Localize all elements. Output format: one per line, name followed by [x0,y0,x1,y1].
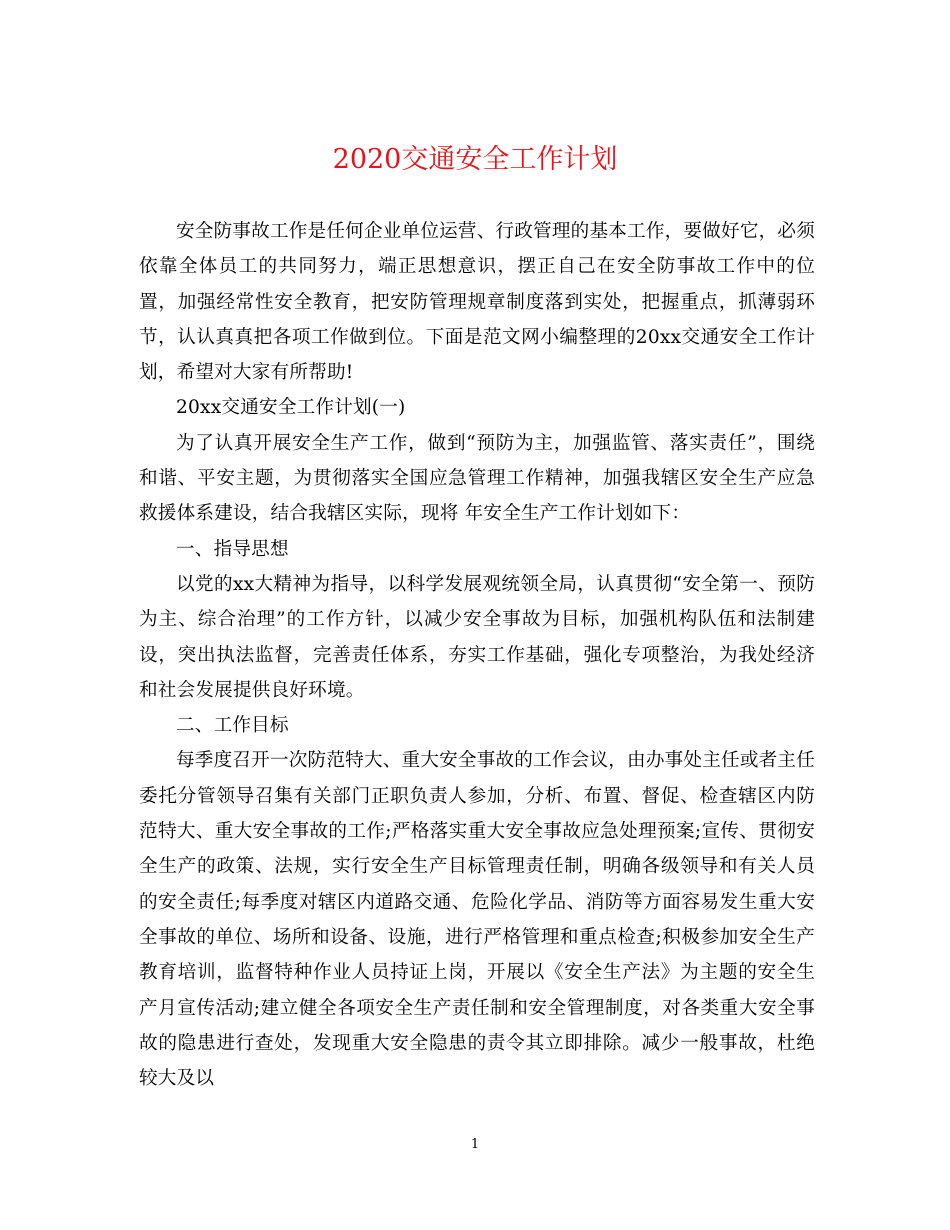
paragraph-plan-heading: 20xx交通安全工作计划(一) [176,397,406,419]
section-heading-work-goals: 二、工作目标 [176,715,289,737]
document-body [139,214,815,1096]
paragraph-work-goals: 每季度召开一次防范特大、重大安全事故的工作会议，由办事处主任或者主任委托分管领导召集有关部门正职负责人参加，分析、布置、督促、检查辖区内防范特大、重大安全事故的工作;严格落实重大安全事故应急处理预案;宣传、贯彻安全生产的政策、法规，实行安全生产目标管理责任制，明确各级领导和有关人员的安全责任;每季度对辖区内道路交通、危险化学品、消防等方面容易发生重大安全事故的单位、场所和设备、设施，进行严格管理和重点检查;积极参加安全生产教育培训，监督特种作业人员持证上岗，开展以《安全生产法》为主题的安全生产月宣传活动;建立健全各项安全生产责任制和安全管理制度，对各类重大安全事故的隐患进行查处，发现重大安全隐患的责令其立即排除。减少一般事故，杜绝较大及以 [139,750,815,1090]
paragraph-intro: 安全防事故工作是任何企业单位运营、行政管理的基本工作，要做好它，必须依靠全体员工的共同努力，端正思想意识，摆正自己在安全防事故工作中的位置，加强经常性安全教育，把安防管理规章制度落到实处，把握重点，抓薄弱环节，认认真真把各项工作做到位。下面是范文网小编整理的20xx交通安全工作计划，希望对大家有所帮助! [139,221,815,384]
paragraph-plan-intro: 为了认真开展安全生产工作，做到“预防为主，加强监管、落实责任”，围绕和谐、平安主题，为贯彻落实全国应急管理工作精神，加强我辖区安全生产应急救援体系建设，结合我辖区实际，现将 年安全生产工作计划如下： [139,432,815,525]
document-title: 2020交通安全工作计划 [332,144,618,175]
page-number: 1 [470,1137,480,1152]
section-heading-guiding-ideology: 一、指导思想 [176,538,289,560]
paragraph-guiding-ideology: 以党的xx大精神为指导，以科学发展观统领全局，认真贯彻“安全第一、预防为主、综合治理”的工作方针，以减少安全事故为目标，加强机构队伍和法制建设，突出执法监督，完善责任体系，夯实工作基础，强化专项整治，为我处经济和社会发展提供良好环境。 [139,573,815,701]
